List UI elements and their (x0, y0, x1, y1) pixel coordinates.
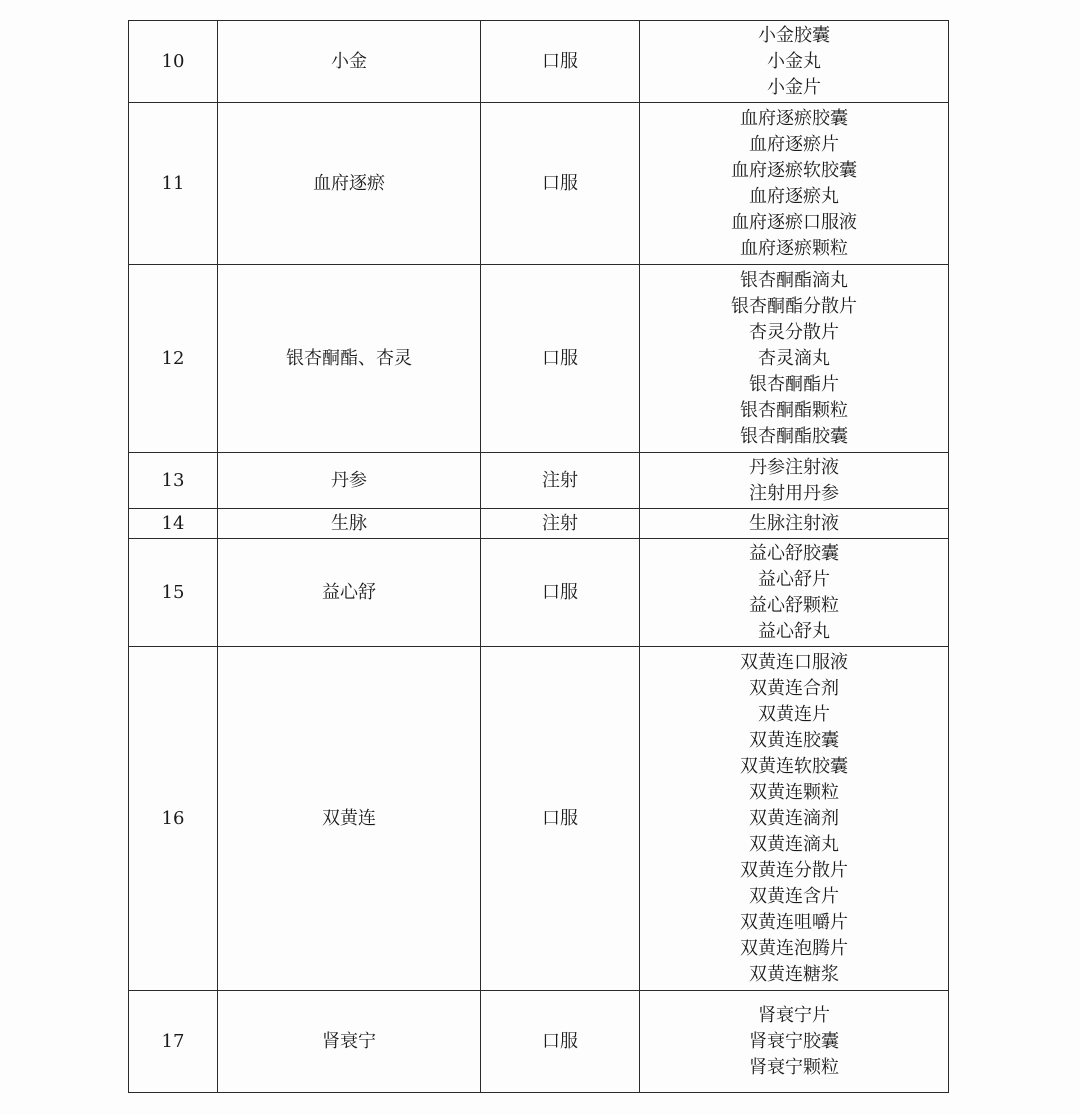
administration-route: 口服 (481, 265, 640, 453)
product-list (640, 647, 949, 991)
product-item: 双黄连口服液 (740, 651, 848, 673)
product-item: 血府逐瘀丸 (749, 185, 839, 207)
product-item: 注射用丹参 (749, 482, 839, 504)
product-list (640, 539, 949, 647)
row-number: 13 (129, 453, 218, 509)
product-list (640, 453, 949, 509)
drug-name: 血府逐瘀 (218, 103, 481, 265)
product-item: 益心舒丸 (758, 620, 830, 642)
product-list (640, 509, 949, 539)
product-item: 血府逐瘀软胶囊 (731, 159, 857, 181)
product-item: 双黄连滴丸 (749, 833, 839, 855)
product-item: 丹参注射液 (749, 456, 839, 478)
product-item: 血府逐瘀颗粒 (740, 237, 848, 259)
administration-route: 口服 (481, 103, 640, 265)
table-row (129, 647, 949, 991)
product-item: 血府逐瘀胶囊 (740, 107, 848, 129)
product-item: 杏灵滴丸 (758, 347, 830, 369)
product-item: 双黄连合剂 (749, 677, 839, 699)
product-item: 双黄连胶囊 (749, 729, 839, 751)
product-item: 银杏酮酯胶囊 (740, 425, 848, 447)
product-item: 双黄连糖浆 (749, 963, 839, 985)
product-item: 银杏酮酯分散片 (731, 295, 857, 317)
product-item: 双黄连颗粒 (749, 781, 839, 803)
row-number: 12 (129, 265, 218, 453)
product-item: 小金丸 (767, 50, 821, 72)
row-number: 17 (129, 991, 218, 1093)
product-item: 小金片 (767, 76, 821, 98)
product-list (640, 103, 949, 265)
table-row (129, 103, 949, 265)
product-item: 双黄连含片 (749, 885, 839, 907)
product-item: 双黄连片 (758, 703, 830, 725)
row-number: 11 (129, 103, 218, 265)
administration-route: 注射 (481, 509, 640, 539)
drug-name: 小金 (218, 21, 481, 103)
product-list (640, 21, 949, 103)
product-item: 肾衰宁颗粒 (749, 1056, 839, 1078)
product-item: 银杏酮酯片 (749, 373, 839, 395)
product-item: 益心舒胶囊 (749, 542, 839, 564)
product-item: 双黄连泡腾片 (740, 937, 848, 959)
product-item: 双黄连滴剂 (749, 807, 839, 829)
product-item: 双黄连咀嚼片 (740, 911, 848, 933)
product-item: 杏灵分散片 (749, 321, 839, 343)
drug-name: 双黄连 (218, 647, 481, 991)
administration-route: 注射 (481, 453, 640, 509)
product-item: 双黄连分散片 (740, 859, 848, 881)
row-number: 10 (129, 21, 218, 103)
table-row (129, 991, 949, 1093)
drug-table (128, 20, 949, 1093)
table-row (129, 453, 949, 509)
administration-route: 口服 (481, 539, 640, 647)
product-item: 小金胶囊 (758, 24, 830, 46)
drug-name: 丹参 (218, 453, 481, 509)
product-item: 肾衰宁胶囊 (749, 1030, 839, 1052)
product-item: 银杏酮酯颗粒 (740, 399, 848, 421)
administration-route: 口服 (481, 21, 640, 103)
table-row (129, 265, 949, 453)
table-row (129, 21, 949, 103)
row-number: 14 (129, 509, 218, 539)
product-list (640, 991, 949, 1093)
product-item: 血府逐瘀口服液 (731, 211, 857, 233)
drug-name: 银杏酮酯、杏灵 (218, 265, 481, 453)
product-item: 益心舒颗粒 (749, 594, 839, 616)
administration-route: 口服 (481, 991, 640, 1093)
product-item: 益心舒片 (758, 568, 830, 590)
table-row (129, 539, 949, 647)
table-row (129, 509, 949, 539)
product-list (640, 265, 949, 453)
administration-route: 口服 (481, 647, 640, 991)
product-item: 肾衰宁片 (758, 1004, 830, 1026)
product-item: 血府逐瘀片 (749, 133, 839, 155)
row-number: 15 (129, 539, 218, 647)
drug-name: 生脉 (218, 509, 481, 539)
drug-name: 肾衰宁 (218, 991, 481, 1093)
product-item: 银杏酮酯滴丸 (740, 269, 848, 291)
product-item: 生脉注射液 (749, 512, 839, 534)
product-item: 双黄连软胶囊 (740, 755, 848, 777)
row-number: 16 (129, 647, 218, 991)
drug-name: 益心舒 (218, 539, 481, 647)
